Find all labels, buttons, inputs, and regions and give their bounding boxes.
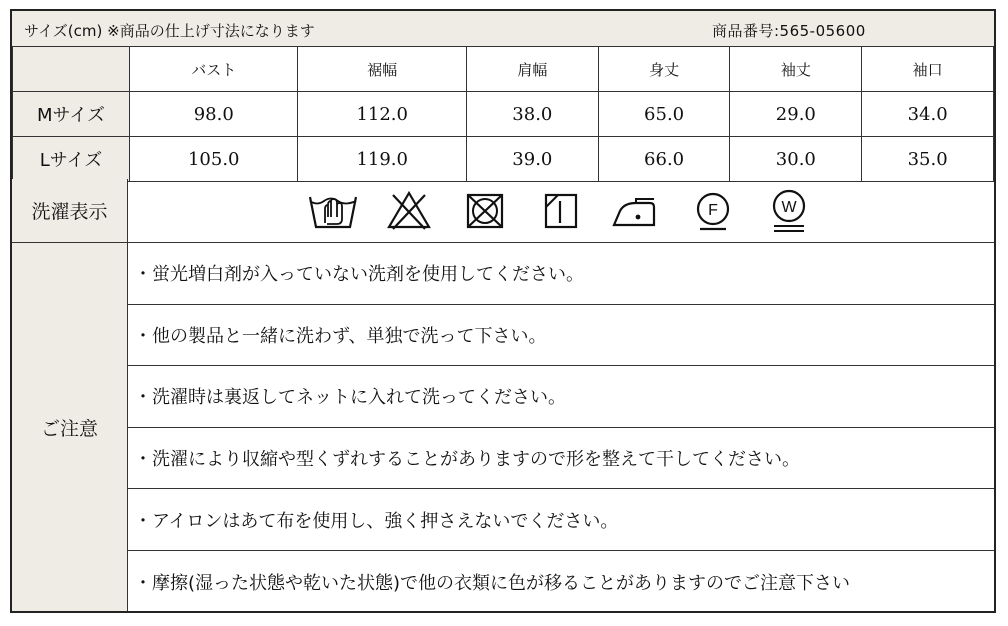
no-tumble-dry-icon <box>457 187 513 235</box>
col-sleeve-length: 袖丈 <box>730 47 862 92</box>
header-bar <box>12 11 994 47</box>
notes-list <box>128 243 994 611</box>
cell-l-shoulder: 39.0 <box>466 137 598 182</box>
cell-m-sleeve: 29.0 <box>730 92 862 137</box>
col-body-length: 身丈 <box>598 47 730 92</box>
hand-wash-icon <box>305 187 361 235</box>
wet-clean-w-icon <box>761 187 817 235</box>
care-symbols <box>128 179 994 243</box>
col-cuff: 袖口 <box>862 47 994 92</box>
row-label-m: Mサイズ <box>13 92 130 137</box>
iron-low-icon <box>609 187 665 235</box>
size-table-header <box>13 47 994 92</box>
size-heading: サイズ(cm) ※商品の仕上げ寸法になります <box>24 22 315 40</box>
cell-m-hem: 112.0 <box>298 92 466 137</box>
list-item: ・他の製品と一緒に洗わず、単独で洗って下さい。 <box>128 305 994 367</box>
size-chart-card <box>10 9 996 613</box>
no-bleach-icon <box>381 187 437 235</box>
cell-l-length: 66.0 <box>598 137 730 182</box>
col-shoulder-width: 肩幅 <box>466 47 598 92</box>
cell-m-length: 65.0 <box>598 92 730 137</box>
list-item: ・洗濯時は裏返してネットに入れて洗ってください。 <box>128 366 994 428</box>
corner-cell <box>13 47 130 92</box>
col-bust: バスト <box>130 47 298 92</box>
list-item: ・洗濯により収縮や型くずれすることがありますので形を整えて干してください。 <box>128 428 994 490</box>
cell-m-bust: 98.0 <box>130 92 298 137</box>
row-label-l: Lサイズ <box>13 137 130 182</box>
care-label: 洗濯表示 <box>12 179 128 243</box>
table-row <box>13 137 994 182</box>
product-number: 商品番号:565-05600 <box>712 22 866 40</box>
notes-label: ご注意 <box>12 243 128 611</box>
cell-l-hem: 119.0 <box>298 137 466 182</box>
list-item: ・蛍光増白剤が入っていない洗剤を使用してください。 <box>128 243 994 305</box>
cell-l-bust: 105.0 <box>130 137 298 182</box>
list-item: ・摩擦(湿った状態や乾いた状態)で他の衣類に色が移ることがありますのでご注意下さい <box>134 572 851 594</box>
cell-m-cuff: 34.0 <box>862 92 994 137</box>
col-hem-width: 裾幅 <box>298 47 466 92</box>
dry-clean-f-icon <box>685 187 741 235</box>
list-item: ・アイロンはあて布を使用し、強く押さえないでください。 <box>128 489 994 551</box>
cell-l-cuff: 35.0 <box>862 137 994 182</box>
cell-l-sleeve: 30.0 <box>730 137 862 182</box>
dry-clean-letter: F <box>708 201 718 219</box>
table-row <box>13 92 994 137</box>
size-table <box>12 46 994 182</box>
wet-clean-letter: W <box>781 198 797 216</box>
line-dry-shade-icon <box>533 187 589 235</box>
cell-m-shoulder: 38.0 <box>466 92 598 137</box>
